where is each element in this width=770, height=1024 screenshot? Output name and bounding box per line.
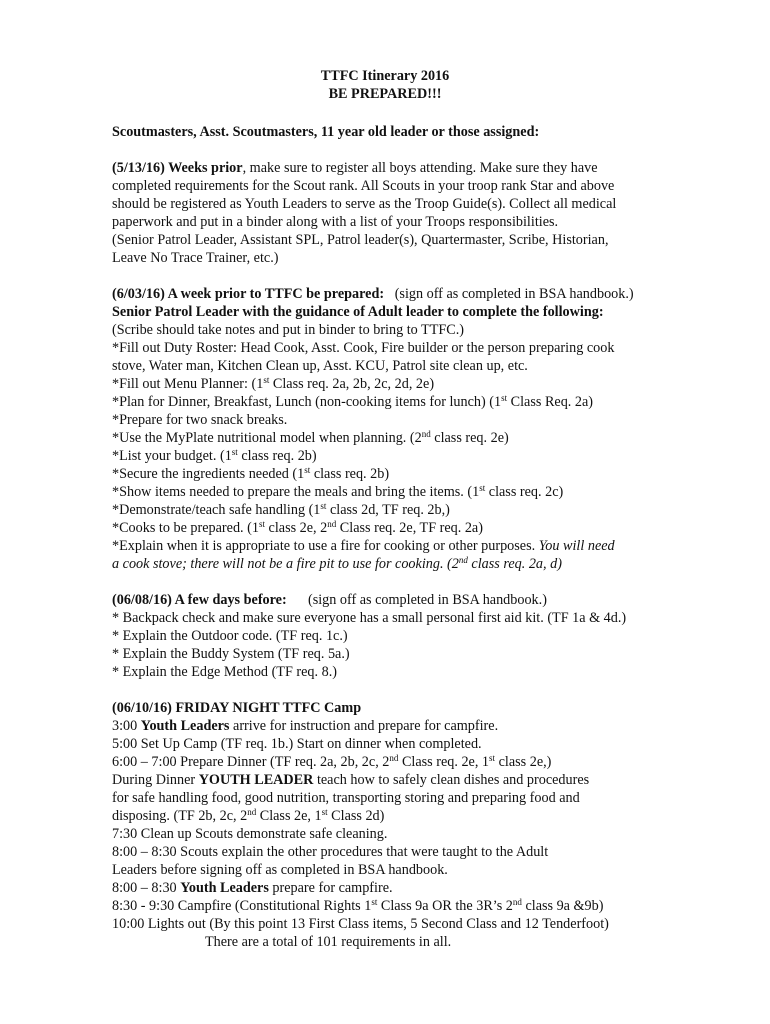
ordinal-suffix: st bbox=[321, 807, 328, 817]
text-line bbox=[112, 538, 615, 556]
text-span: class req. 2a, d) bbox=[467, 556, 562, 572]
text-span: Youth Leaders bbox=[180, 880, 269, 896]
section-heading: (5/13/16) Weeks prior bbox=[112, 160, 243, 176]
ordinal-suffix: st bbox=[304, 465, 311, 475]
text-span: YOUTH LEADER bbox=[198, 772, 314, 788]
text-span: Class 2e, 1 bbox=[256, 808, 322, 824]
text-span: *Use the MyPlate nutritional model when planning. (2 bbox=[112, 430, 422, 446]
text-span: Class req. 2e, TF req. 2a) bbox=[336, 520, 483, 536]
text-line: 8:00 – 8:30 Scouts explain the other procedures that were taught to the Adult bbox=[112, 844, 549, 860]
text-span: *List your budget. (1 bbox=[112, 448, 232, 464]
ordinal-suffix: st bbox=[489, 753, 496, 763]
text-line bbox=[112, 286, 634, 304]
text-span: (sign off as completed in BSA handbook.) bbox=[394, 286, 634, 302]
ordinal-suffix: nd bbox=[327, 519, 337, 529]
text-line: * Explain the Outdoor code. (TF req. 1c.) bbox=[112, 628, 348, 644]
section-heading: (06/10/16) FRIDAY NIGHT TTFC Camp bbox=[112, 700, 362, 716]
text-line bbox=[112, 556, 562, 574]
ordinal-suffix: nd bbox=[421, 429, 431, 439]
text-span: class req. 2c) bbox=[485, 484, 564, 500]
text-span: Class req. 2a, 2b, 2c, 2d, 2e) bbox=[269, 376, 435, 392]
text-line: * Explain the Edge Method (TF req. 8.) bbox=[112, 664, 337, 680]
text-line bbox=[112, 808, 384, 826]
text-span: disposing. (TF 2b, 2c, 2 bbox=[112, 808, 248, 824]
text-line: 7:30 Clean up Scouts demonstrate safe cleaning. bbox=[112, 826, 388, 842]
text-line: for safe handling food, good nutrition, transporting storing and preparing food and bbox=[112, 790, 580, 806]
text-line bbox=[112, 430, 509, 448]
text-span: *Secure the ingredients needed (1 bbox=[112, 466, 305, 482]
text-line: should be registered as Youth Leaders to serve as the Troop Guide(s). Collect all medical bbox=[112, 196, 617, 212]
text-span: (sign off as completed in BSA handbook.) bbox=[307, 592, 547, 608]
document-title: TTFC Itinerary 2016 bbox=[320, 68, 450, 84]
closing-note: There are a total of 101 requirements in all. bbox=[205, 934, 452, 950]
text-line: (Senior Patrol Leader, Assistant SPL, Patrol leader(s), Quartermaster, Scribe, Historian, bbox=[112, 232, 609, 248]
text-line bbox=[112, 448, 317, 466]
text-span: class 2d, TF req. 2b,) bbox=[326, 502, 450, 518]
section-heading: (06/08/16) A few days before: bbox=[112, 592, 287, 608]
text-line bbox=[112, 502, 450, 520]
ordinal-suffix: nd bbox=[389, 753, 399, 763]
ordinal-suffix: st bbox=[258, 519, 265, 529]
text-line bbox=[112, 718, 498, 736]
text-span: You will need bbox=[538, 538, 615, 554]
text-line: 5:00 Set Up Camp (TF req. 1b.) Start on dinner when completed. bbox=[112, 736, 482, 752]
text-line: completed requirements for the Scout rank. All Scouts in your troop rank Star and above bbox=[112, 178, 615, 194]
text-span: teach how to safely clean dishes and procedures bbox=[316, 772, 590, 788]
text-span: Class 2d) bbox=[327, 808, 385, 824]
text-span: class 9a &9b) bbox=[521, 898, 604, 914]
text-line bbox=[112, 754, 551, 772]
text-span: class req. 2b) bbox=[237, 448, 317, 464]
text-span: class req. 2b) bbox=[310, 466, 390, 482]
text-span: Class 9a OR the 3R’s 2 bbox=[377, 898, 513, 914]
text-line: Senior Patrol Leader with the guidance of Adult leader to complete the following: bbox=[112, 304, 604, 320]
text-line: * Backpack check and make sure everyone has a small personal first aid kit. (TF 1a & 4d.) bbox=[112, 610, 627, 626]
text-span: *Cooks to be prepared. (1 bbox=[112, 520, 259, 536]
text-span: Class req. 2e, 1 bbox=[398, 754, 490, 770]
text-span: *Plan for Dinner, Breakfast, Lunch (non-cooking items for lunch) (1 bbox=[112, 394, 502, 410]
ordinal-suffix: st bbox=[479, 483, 486, 493]
text-line bbox=[112, 898, 603, 916]
audience-heading: Scoutmasters, Asst. Scoutmasters, 11 year old leader or those assigned: bbox=[112, 124, 540, 140]
text-line: Leave No Trace Trainer, etc.) bbox=[112, 250, 279, 266]
ordinal-suffix: nd bbox=[512, 897, 522, 907]
text-line bbox=[112, 592, 547, 610]
text-span: Class Req. 2a) bbox=[507, 394, 594, 410]
text-line bbox=[112, 484, 563, 502]
text-span: Youth Leaders bbox=[140, 718, 230, 734]
text-span: class req. 2e) bbox=[430, 430, 509, 446]
ordinal-suffix: nd bbox=[458, 555, 468, 565]
text-line: *Prepare for two snack breaks. bbox=[112, 412, 288, 428]
text-span: a cook stove; there will not be a fire pit to use for cooking. (2 bbox=[112, 556, 459, 572]
text-line bbox=[112, 394, 593, 412]
text-span: arrive for instruction and prepare for campfire. bbox=[233, 718, 499, 734]
text-line: *Fill out Duty Roster: Head Cook, Asst. Cook, Fire builder or the person preparing cook bbox=[112, 340, 615, 356]
ordinal-suffix: st bbox=[320, 501, 327, 511]
text-line: stove, Water man, Kitchen Clean up, Asst. KCU, Patrol site clean up, etc. bbox=[112, 358, 528, 374]
text-span: 8:30 - 9:30 Campfire (Constitutional Rights 1 bbox=[112, 898, 372, 914]
text-span: During Dinner bbox=[112, 772, 196, 788]
ordinal-suffix: st bbox=[231, 447, 238, 457]
text-span: *Show items needed to prepare the meals and bring the items. (1 bbox=[112, 484, 480, 500]
text-line bbox=[112, 160, 598, 178]
text-line bbox=[112, 880, 393, 898]
text-line bbox=[112, 520, 483, 538]
ordinal-suffix: st bbox=[263, 375, 270, 385]
text-line: paperwork and put in a binder along with a list of your Troops responsibilities. bbox=[112, 214, 559, 230]
ordinal-suffix: st bbox=[371, 897, 378, 907]
ordinal-suffix: st bbox=[501, 393, 508, 403]
document-subtitle: BE PREPARED!!! bbox=[328, 86, 442, 102]
text-span: 3:00 bbox=[112, 718, 138, 734]
text-line: * Explain the Buddy System (TF req. 5a.) bbox=[112, 646, 350, 662]
text-span: , make sure to register all boys attending. Make sure they have bbox=[242, 160, 598, 176]
text-span: 6:00 – 7:00 Prepare Dinner (TF req. 2a, 2b, 2c, 2 bbox=[112, 754, 390, 770]
text-span: 8:00 – 8:30 bbox=[112, 880, 177, 896]
text-line: 10:00 Lights out (By this point 13 First Class items, 5 Second Class and 12 Tenderfoot) bbox=[112, 916, 609, 932]
text-line bbox=[112, 772, 589, 790]
text-span: class 2e,) bbox=[495, 754, 552, 770]
text-line: Leaders before signing off as completed in BSA handbook. bbox=[112, 862, 448, 878]
section-heading: (6/03/16) A week prior to TTFC be prepared: bbox=[112, 286, 385, 302]
text-line bbox=[112, 376, 434, 394]
text-span: *Fill out Menu Planner: (1 bbox=[112, 376, 264, 392]
ordinal-suffix: nd bbox=[247, 807, 257, 817]
text-span: class 2e, 2 bbox=[264, 520, 328, 536]
text-span: *Demonstrate/teach safe handling (1 bbox=[112, 502, 321, 518]
text-line bbox=[112, 466, 389, 484]
text-line: (Scribe should take notes and put in binder to bring to TTFC.) bbox=[112, 322, 465, 338]
text-span: prepare for campfire. bbox=[272, 880, 393, 896]
text-span: *Explain when it is appropriate to use a fire for cooking or other purposes. bbox=[112, 538, 536, 554]
